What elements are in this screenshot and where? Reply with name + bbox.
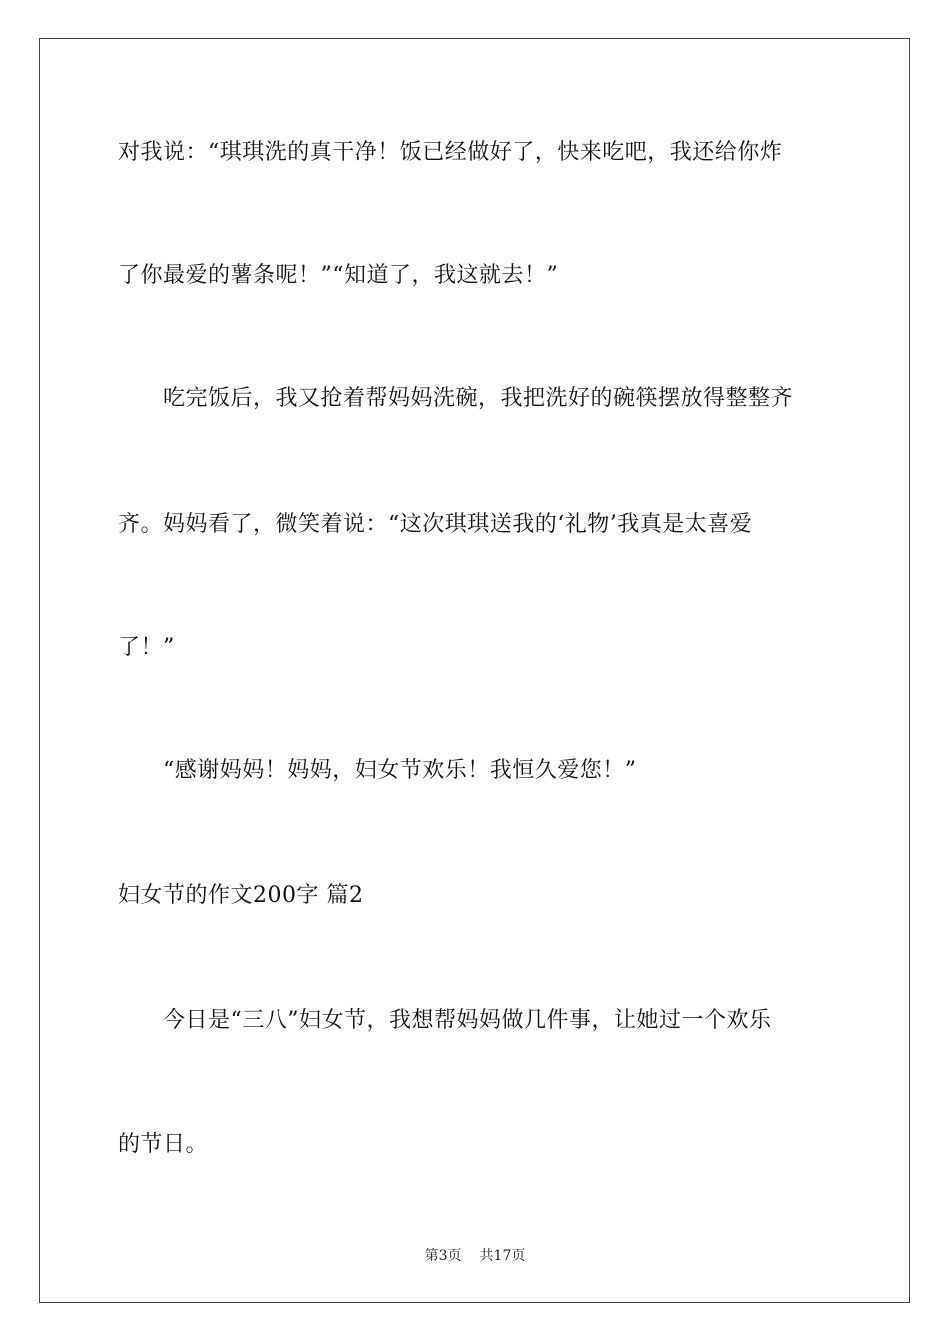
- body-text-line: 齐。妈妈看了，微笑着说：“这次琪琪送我的‘礼物’我真是太喜爱: [118, 512, 753, 537]
- body-text-line: 对我说：“琪琪洗的真干净！饭已经做好了，快来吃吧，我还给你炸: [118, 140, 783, 165]
- page-footer: [0, 1246, 950, 1266]
- body-text-line: 了你最爱的薯条呢！”“知道了，我这就去！”: [118, 263, 559, 288]
- body-text-line: 了！”: [118, 635, 175, 660]
- page-number: 第3页: [424, 1248, 462, 1264]
- page-border: [39, 38, 910, 1303]
- body-text-line: 的节日。: [118, 1132, 209, 1157]
- paragraph-start-line: “感谢妈妈！妈妈，妇女节欢乐！我恒久爱您！”: [163, 758, 637, 783]
- paragraph-start-line: 吃完饭后，我又抢着帮妈妈洗碗，我把洗好的碗筷摆放得整整齐: [163, 386, 794, 411]
- paragraph-start-line: 今日是“三八”妇女节，我想帮妈妈做几件事，让她过一个欢乐: [163, 1008, 772, 1033]
- section-heading: 妇女节的作文200字 篇2: [118, 883, 364, 908]
- page-total: 共17页: [479, 1248, 526, 1264]
